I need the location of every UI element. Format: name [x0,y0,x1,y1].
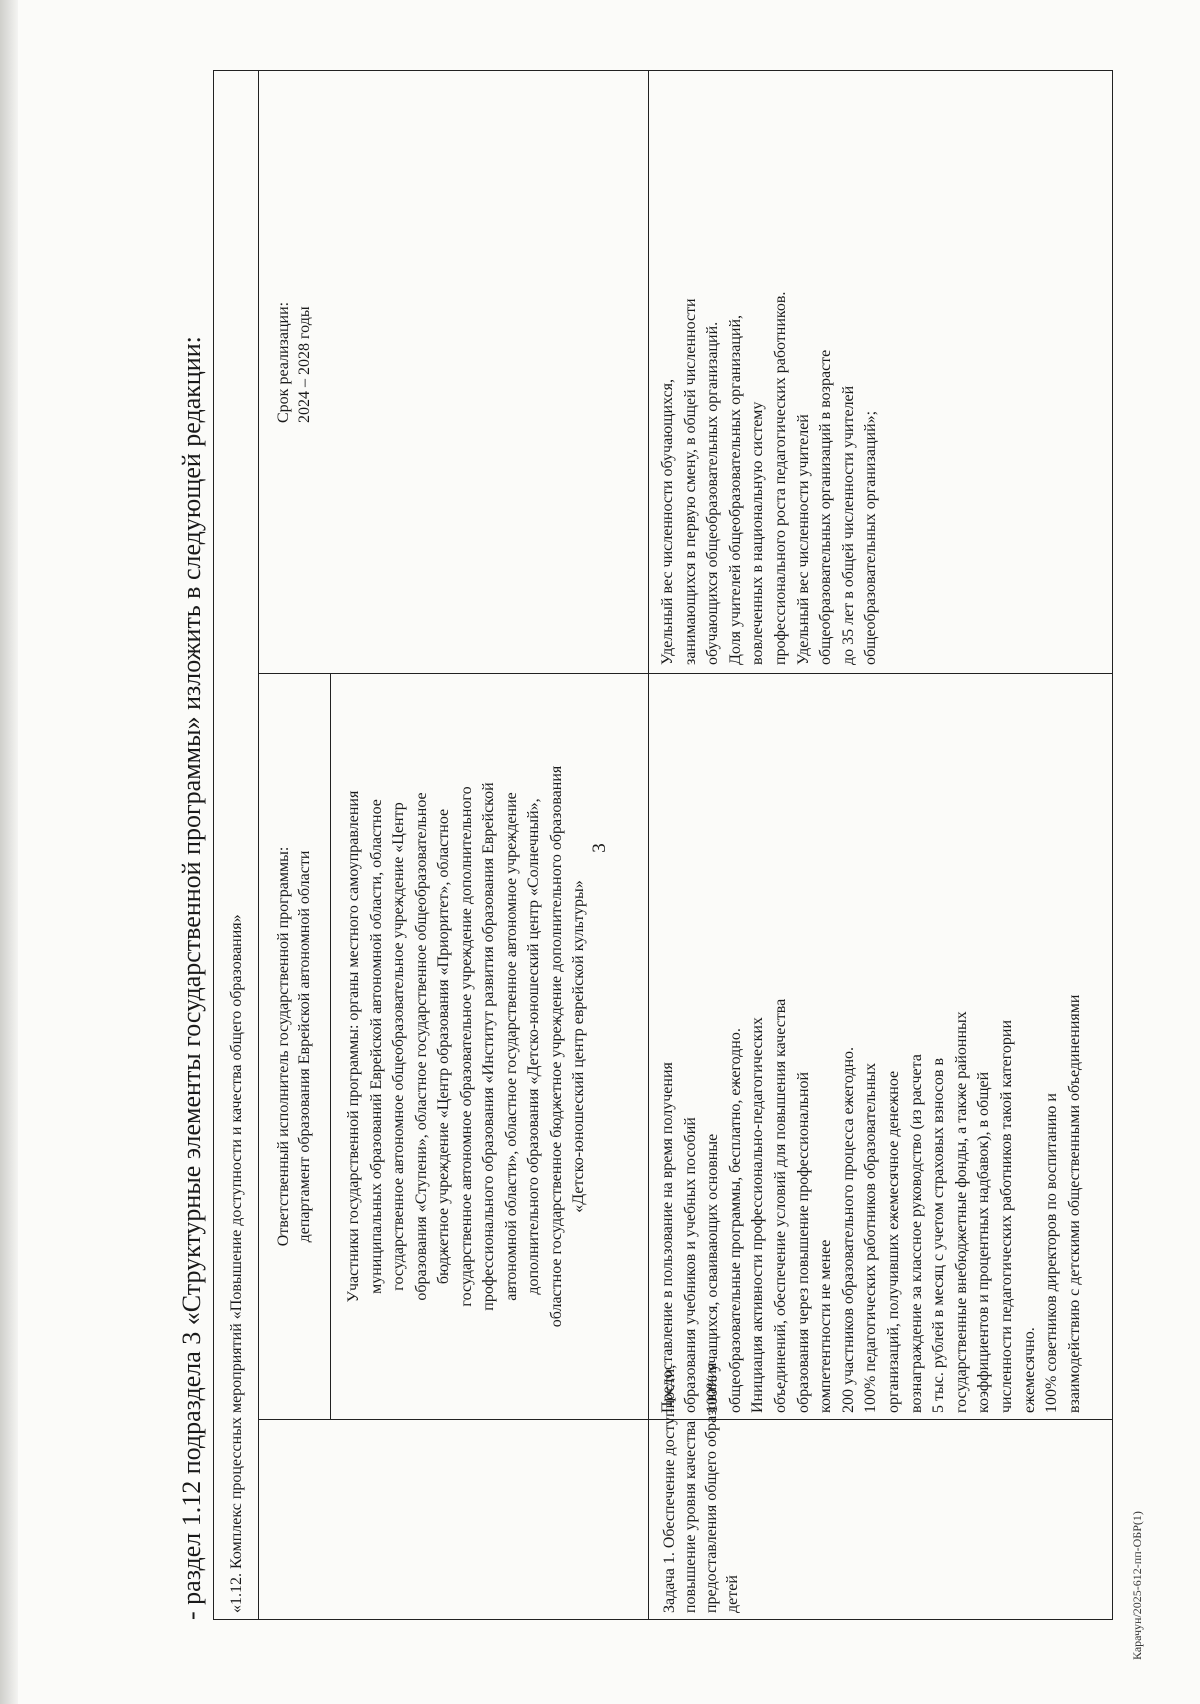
task-measures-cell [649,673,1112,1419]
measure-line: 5 тыс. рублей в месяц с учетом страховых взносов в [930,1058,948,1413]
measure-line: Предоставление в пользование на время получения [659,1062,676,1413]
indicator-line: общеобразовательных организаций»; [862,410,880,665]
measure-line: 200 участников образовательного процесса ежегодно. [839,1046,857,1413]
indicator-line: обучающихся общеобразовательных организаций. [704,321,722,665]
participants-line: автономной области», областное государственное автономное учреждение [502,792,520,1301]
participants-line: «Детско-юношеский центр еврейской культуры» [570,880,587,1213]
measure-line: объединений, обеспечение условий для повышения качества [771,998,789,1413]
participants-line: областное государственное бюджетное учреждение дополнительного образования [547,765,565,1328]
task-line: Задача 1. Обеспечение доступности, [661,1364,678,1613]
section-heading: - раздел 1.12 подраздела 3 «Структурные элементы государственной программы» изложить в следующей редакции: [177,336,206,1620]
participants-cell [331,673,649,1419]
measure-line: 100% учащихся, осваивающих основные [704,1133,722,1413]
executive-line: департамент образования Еврейской автономной области [296,850,313,1243]
indicator-line: Доля учителей общеобразовательных организаций, [726,314,744,665]
measure-line: ежемесячно. [1020,1327,1038,1413]
measure-line: вознаграждение за классное руководство (из расчета [907,1054,925,1413]
indicators-cell [649,71,1112,673]
measure-line: Инициация активности профессионально-педагогических [749,1017,767,1413]
page-number: 3 [589,843,610,853]
scan-edge-shadow [0,0,18,1704]
measure-line: коэффициентов и процентных надбавок), в общей [975,1071,993,1413]
measure-line: организаций, получивших ежемесячное денежное [884,1070,902,1413]
term-cell [259,71,649,673]
indicator-line: занимающихся в первую смену, в общей численности [681,298,699,665]
indicator-line: Удельный вес численности учителей [794,414,812,665]
term-line: Срок реализации: [275,301,292,423]
participants-line: образования «Ступени», областное государственное общеобразовательное [412,792,430,1301]
measure-line: компетентности не менее [817,1239,835,1413]
measure-line: государственные внебюджетные фонды, а также районных [952,1011,970,1413]
executive-line: Ответственный исполнитель государственной программы: [275,846,292,1247]
participants-line: государственное автономное общеобразовательное учреждение «Центр [390,802,407,1291]
participants-line: профессионального образования «Институт развития образования Еврейской [480,782,497,1311]
term-line: 2024 – 2028 годы [296,306,313,423]
indicator-line: профессионального роста педагогических работников. [771,291,789,665]
executive-cell [259,673,331,1419]
indicator-line: общеобразовательных организаций в возрасте [817,349,835,665]
participants-line: бюджетное учреждение «Центр образования «Приоритет», областное [435,808,452,1285]
indicator-line: вовлеченных в национальную систему [749,401,767,665]
participants-line: Участники государственной программы: органы местного самоуправления [345,790,362,1303]
task-line: детей [724,1575,741,1613]
participants-line: дополнительного образования «Детско-юношеский центр «Солнечный», [525,798,542,1295]
measure-line: взаимодействию с детскими общественными объединениями [1065,994,1083,1413]
table-title: «1.12. Комплекс процессных мероприятий «Повышение доступности и качества общего образования» [214,71,259,1619]
measure-line: общеобразовательные программы, бесплатно, ежегодно. [726,1028,744,1413]
measure-line: 100% педагогических работников образовательных [862,1062,880,1413]
measure-line: численности педагогических работников такой категории [997,1019,1015,1413]
indicator-line: Удельный вес численности обучающихся, [659,378,676,665]
footer-document-code: Карачун/2025-612-пп-ОБР(1) [1130,1511,1144,1660]
measure-line: образования учебников и учебных пособий [681,1117,699,1413]
indicator-line: до 35 лет в общей численности учителей [839,385,857,665]
empty-left-cell [259,1419,649,1619]
participants-line: государственное автономное образовательное учреждение дополнительного [457,786,475,1307]
measure-line: образования через повышение профессиональной [794,1071,812,1413]
measure-line: 100% советников директоров по воспитанию и [1043,1093,1061,1413]
task-line: предоставления общего образования [703,1362,720,1613]
participants-line: муниципальных образований Еврейской автономной области, областное [367,799,385,1294]
task-line: повышение уровня качества [682,1420,699,1613]
program-table [213,70,1113,1620]
rotated-content [175,70,1175,1620]
